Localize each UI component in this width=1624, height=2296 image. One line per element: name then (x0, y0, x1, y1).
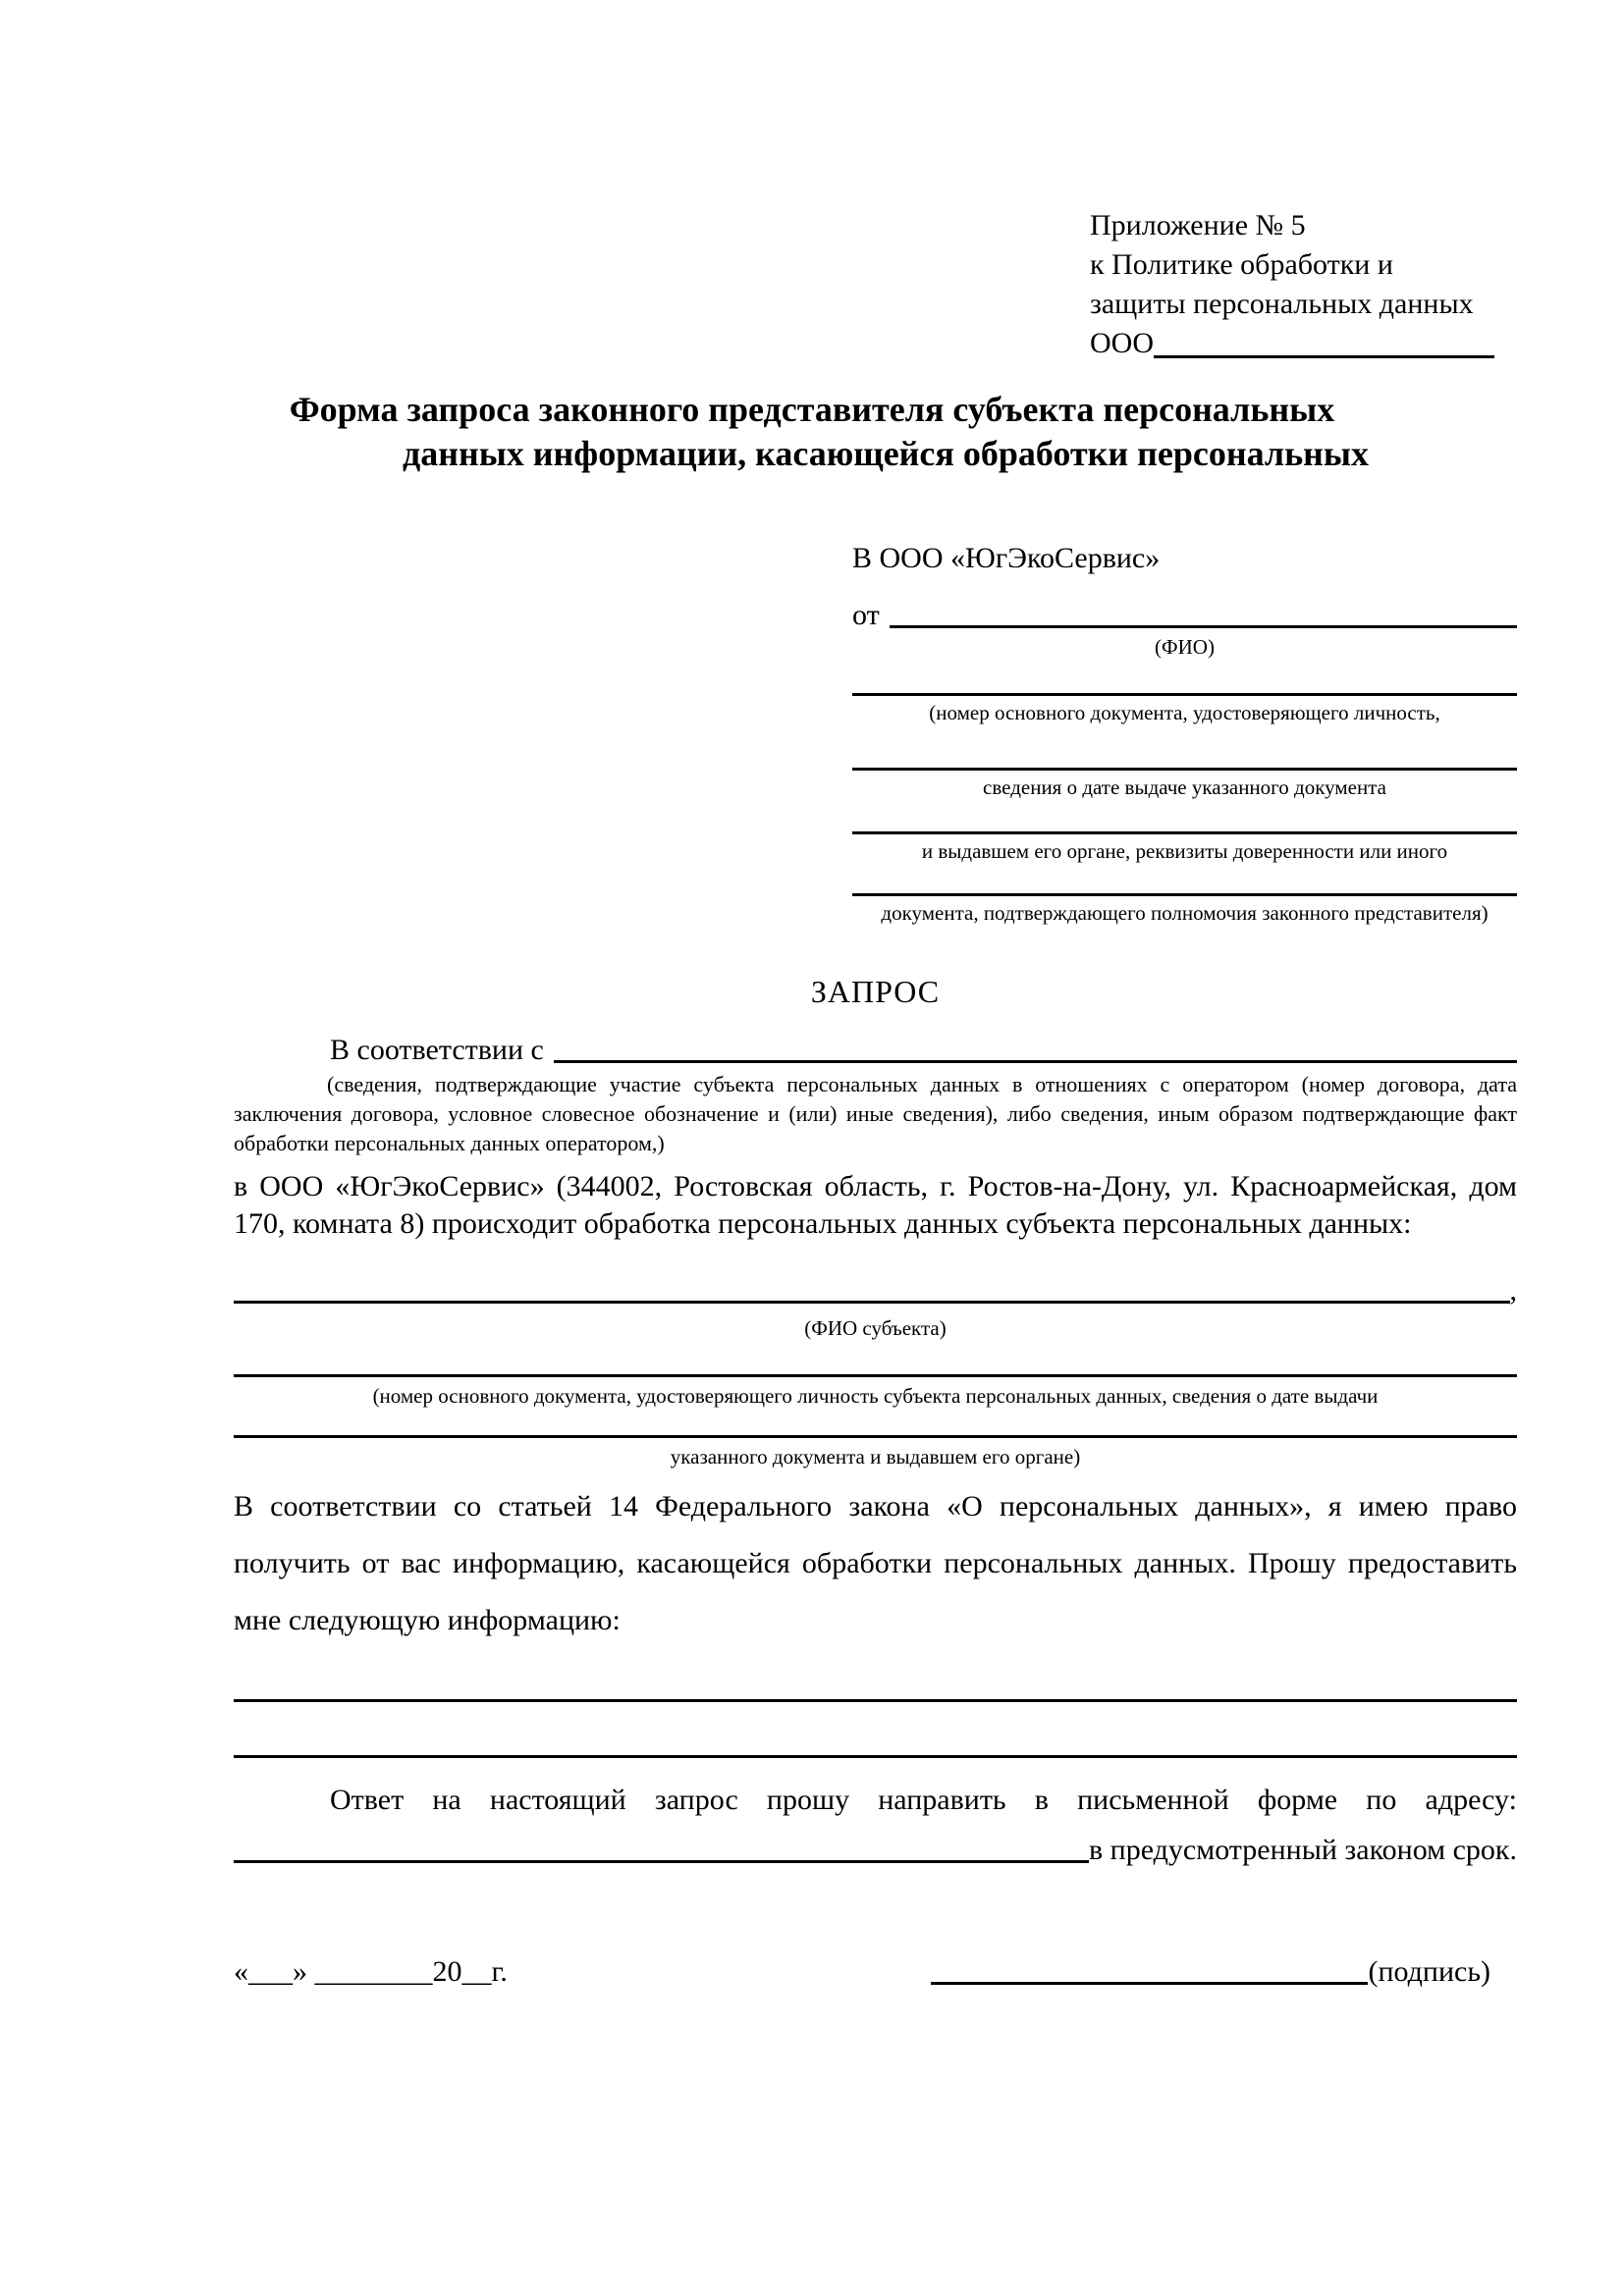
blank-line (234, 1699, 1517, 1702)
page-title-line-2: данных информации, касающейся обработки персональных (403, 434, 1369, 473)
basis-lead: В соответствии с (330, 1034, 544, 1066)
subject-fio-caption: (ФИО субъекта) (804, 1316, 947, 1340)
company-label: ООО (1090, 327, 1154, 359)
blank-line (234, 1374, 1517, 1377)
answer-address-row (234, 1832, 1517, 1868)
basis-note: (сведения, подтверждающие участие субъекта персональных данных в отношениях с оператором (номер договора, дата заключения договора, условное словесное обозначение и (или) иные сведения), либо сведения, иным образом подтверждающие факт обработки персональных данных оператором,) (234, 1072, 1517, 1155)
company-blank-line (1154, 355, 1494, 358)
signature-blank-line (931, 1982, 1368, 1985)
blank-line (852, 831, 1517, 834)
subject-fio-row (234, 1272, 1517, 1308)
answer-address-paragraph: Ответ на настоящий запрос прошу направить в письменной форме по адресу: (330, 1784, 1517, 1816)
subject-fio-blank-line (234, 1301, 1510, 1304)
from-row (852, 597, 1517, 633)
issue-date-caption: сведения о дате выдаче указанного документа (983, 775, 1386, 799)
power-of-attorney-caption: документа, подтверждающего полномочия законного представителя) (881, 901, 1489, 925)
blank-line (234, 1755, 1517, 1758)
page-title-line-1: Форма запроса законного представителя субъекта персональных (289, 390, 1335, 429)
appendix-line-1: Приложение № 5 (1090, 209, 1306, 241)
from-label: от (852, 599, 880, 631)
trailing-comma: , (1509, 1274, 1517, 1307)
operator-paragraph: в ООО «ЮгЭкоСервис» (344002, Ростовская область, г. Ростов-на-Дону, ул. Красноармейская, дом 170, комната 8) происходит обработка персональных данных субъекта персональных данных: (234, 1170, 1517, 1240)
signature-row (931, 1953, 1490, 1990)
appendix-line-2: к Политике обработки и (1090, 248, 1393, 281)
from-blank-line (890, 625, 1517, 628)
blank-line (852, 693, 1517, 696)
answer-deadline-text: в предусмотренный законом срок. (1089, 1834, 1517, 1866)
request-heading: ЗАПРОС (810, 974, 941, 1009)
addressee-company: В ООО «ЮгЭкоСервис» (852, 542, 1161, 574)
date-blank: «___» ________20__г. (234, 1955, 508, 1988)
subject-doc-caption-2: указанного документа и выдавшем его органе) (670, 1445, 1081, 1468)
appendix-line-3: защиты персональных данных (1090, 288, 1474, 320)
subject-doc-caption-1: (номер основного документа, удостоверяющего личность субъекта персональных данных, сведения о дате выдачи (372, 1384, 1379, 1408)
blank-line (852, 768, 1517, 771)
basis-row (234, 1032, 1517, 1068)
blank-line (234, 1435, 1517, 1438)
blank-line (852, 893, 1517, 896)
company-blank-row (1090, 324, 1494, 363)
fio-caption: (ФИО) (1155, 635, 1215, 659)
basis-blank-line (554, 1060, 1517, 1063)
doc-number-caption: (номер основного документа, удостоверяющего личность, (929, 701, 1440, 724)
issuing-authority-caption: и выдавшем его органе, реквизиты доверенности или иного (921, 839, 1448, 863)
addressee-block (852, 540, 1517, 942)
appendix-note (1090, 206, 1494, 363)
signature-caption: (подпись) (1368, 1955, 1490, 1988)
law-reference-paragraph: В соответствии со статьей 14 Федерального закона «О персональных данных», я имею право получить от вас информацию, касающейся обработки персональных данных. Прошу предоставить мне следующую информацию: (234, 1490, 1517, 1636)
address-blank-line (234, 1860, 1089, 1863)
